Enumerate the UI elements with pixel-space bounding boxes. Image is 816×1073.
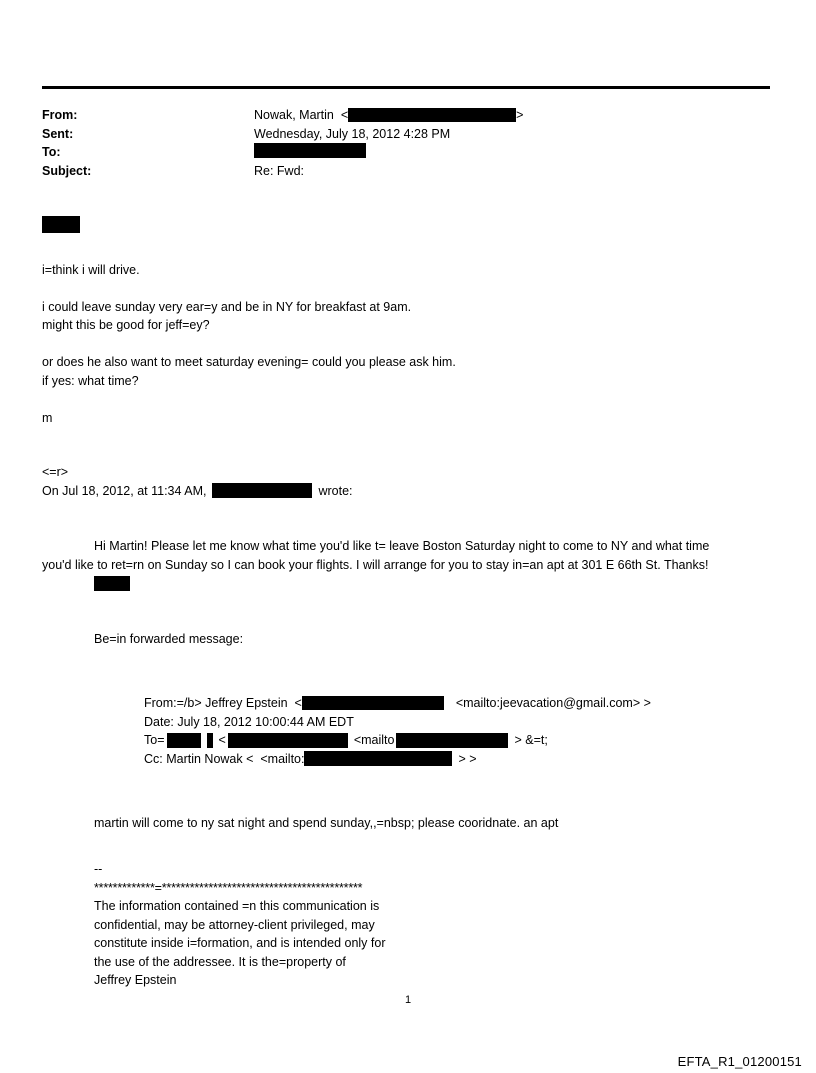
redaction-salutation bbox=[42, 216, 80, 233]
forwarded-header-block bbox=[42, 694, 772, 768]
signature-star-divider: *************=******************************************* bbox=[94, 880, 363, 895]
forwarded-cc-before: Cc: Martin Nowak < <mailto: bbox=[144, 751, 305, 766]
body-line-1: i=think i will drive. bbox=[42, 262, 140, 277]
body-signature-initial: m bbox=[42, 410, 53, 425]
reply-attribution-before: On Jul 18, 2012, at 11:34 AM, bbox=[42, 483, 207, 498]
forwarded-date: Date: July 18, 2012 10:00:44 AM EDT bbox=[144, 714, 354, 729]
forwarded-body-text: martin will come to ny sat night and spend sunday,,=nbsp; please cooridnate. an apt bbox=[94, 816, 559, 830]
header-value-from bbox=[254, 106, 772, 125]
reply-attribution-row bbox=[42, 482, 772, 501]
header-row-sent bbox=[42, 125, 772, 144]
bates-number: EFTA_R1_01200151 bbox=[677, 1054, 802, 1069]
header-value-subject: Re: Fwd: bbox=[254, 163, 305, 178]
header-row-from bbox=[42, 106, 772, 125]
forwarded-to-label: To= bbox=[144, 733, 165, 747]
header-label-sent: Sent: bbox=[42, 126, 74, 141]
disclaimer-line-2: confidential, may be attorney-client privileged, may bbox=[94, 917, 375, 932]
redaction-from-email bbox=[348, 108, 516, 122]
header-label-subject: Subject: bbox=[42, 163, 92, 178]
header-value-sent: Wednesday, July 18, 2012 4:28 PM bbox=[254, 126, 451, 141]
email-header-block bbox=[42, 106, 772, 180]
body-line-3: might this be good for jeff=ey? bbox=[42, 318, 210, 332]
redaction-forwarded-to-sep bbox=[207, 733, 213, 748]
header-label-to: To: bbox=[42, 145, 61, 159]
forwarded-row-from bbox=[144, 694, 772, 713]
redaction-forwarded-to-mailto-addr bbox=[396, 733, 508, 748]
body-line-2: i could leave sunday very ear=y and be in NY for breakfast at 9am. bbox=[42, 299, 412, 314]
quoted-message-block bbox=[42, 463, 772, 990]
forwarded-cc-after: > > bbox=[458, 751, 477, 766]
disclaimer-line-4: the use of the addressee. It is the=property of bbox=[94, 954, 346, 969]
redaction-quoted-signature bbox=[94, 576, 130, 591]
redaction-forwarded-to-name bbox=[167, 733, 201, 748]
header-label-from: From: bbox=[42, 108, 78, 122]
forwarded-from-before: From:=/b> Jeffrey Epstein < bbox=[144, 696, 302, 710]
body-line-5: if yes: what time? bbox=[42, 373, 139, 388]
reply-attribution-after: wrote: bbox=[318, 483, 353, 498]
forwarded-to-bracket: < bbox=[218, 733, 226, 747]
forwarded-row-cc bbox=[144, 750, 772, 769]
signature-dashes: -- bbox=[94, 862, 103, 876]
begin-forwarded-message-label: Be=in forwarded message: bbox=[94, 631, 244, 646]
disclaimer-line-5: Jeffrey Epstein bbox=[94, 973, 177, 987]
header-row-subject bbox=[42, 162, 772, 181]
header-row-to bbox=[42, 143, 772, 162]
body-line-7: <=r> bbox=[42, 465, 69, 479]
quoted-paragraph-line-2: you'd like to ret=rn on Sunday so I can book your flights. I will arrange for you to stay in=an apt at 301 E 66th St. Thanks! bbox=[42, 557, 709, 572]
from-name: Nowak, Martin < bbox=[254, 108, 349, 122]
redaction-to-recipient bbox=[254, 143, 366, 158]
disclaimer-line-3: constitute inside i=formation, and is intended only for bbox=[94, 936, 386, 950]
redaction-reply-sender bbox=[212, 483, 312, 498]
forwarded-row-date bbox=[144, 713, 772, 732]
page-number: 1 bbox=[404, 994, 412, 1006]
redaction-forwarded-cc-email bbox=[304, 751, 452, 766]
body-line-4: or does he also want to meet saturday evening= could you please ask him. bbox=[42, 355, 456, 369]
header-divider-rule bbox=[42, 86, 770, 89]
disclaimer-line-1: The information contained =n this communication is bbox=[94, 899, 380, 913]
forwarded-row-to bbox=[144, 731, 772, 750]
redaction-forwarded-from-email bbox=[302, 696, 444, 710]
email-body bbox=[42, 205, 772, 427]
header-value-to bbox=[254, 143, 772, 158]
redaction-forwarded-to-email bbox=[228, 733, 348, 748]
quoted-paragraph-line-1: Hi Martin! Please let me know what time you'd like t= leave Boston Saturday night to come to NY and what time bbox=[94, 539, 710, 553]
from-bracket-close: > bbox=[516, 108, 524, 122]
forwarded-to-after: > &=t; bbox=[514, 733, 548, 747]
forwarded-from-after: <mailto:jeevacation@gmail.com> > bbox=[455, 696, 651, 710]
forwarded-to-mailto: <mailto bbox=[353, 733, 395, 747]
